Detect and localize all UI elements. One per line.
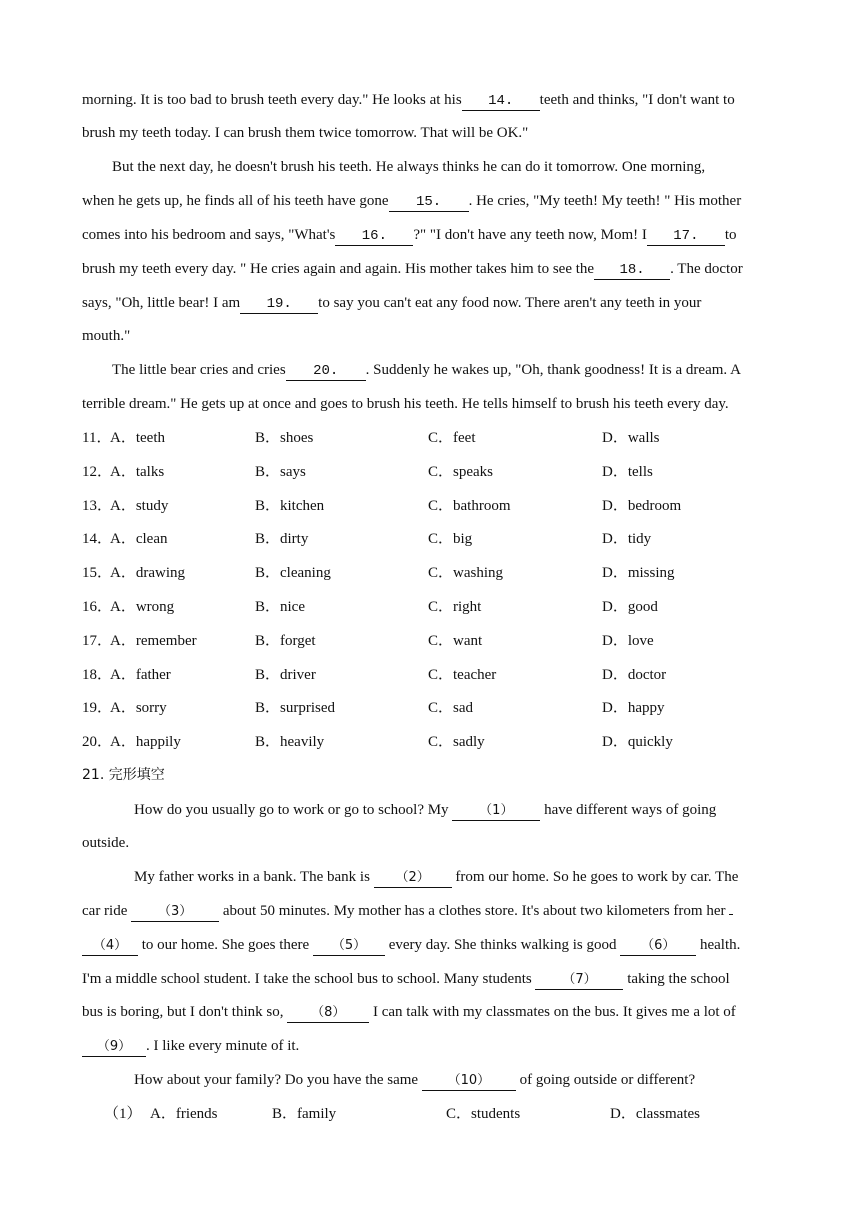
story-line-3: But the next day, he doesn't brush his teeth. He always thinks he can do it tomorrow. One morning,: [112, 159, 706, 175]
option-b[interactable]: B．nice: [255, 599, 305, 615]
text: How do you usually go to work or go to school? My: [134, 802, 449, 818]
question-number: 13．: [82, 497, 113, 514]
s21-question-1: [82, 1104, 782, 1124]
blank-s7[interactable]: （7）: [535, 971, 623, 990]
blank-15[interactable]: 15.: [389, 193, 469, 212]
question-number: 17．: [82, 632, 113, 649]
option-d[interactable]: D．tells: [602, 463, 653, 480]
story-line-6: [82, 259, 743, 280]
text: bus is boring, but I don't think so,: [82, 1004, 284, 1020]
text: . He cries, "My teeth! My teeth! " His mother: [468, 193, 742, 209]
option-d[interactable]: D．walls: [602, 430, 660, 446]
blank-16[interactable]: 16.: [335, 227, 413, 246]
s21-line-7: [82, 1002, 736, 1023]
option-b[interactable]: B．dirty: [255, 531, 309, 548]
text: when he gets up, he finds all of his teeth have gone: [82, 193, 389, 209]
blank-s10[interactable]: （10）: [422, 1072, 516, 1091]
option-c[interactable]: C．sadly: [428, 734, 485, 751]
text: says, "Oh, little bear! I am: [82, 295, 241, 311]
option-b[interactable]: B．says: [255, 463, 306, 480]
option-d[interactable]: D．bedroom: [602, 497, 682, 514]
question-number: 14．: [82, 531, 113, 548]
question-row: [82, 428, 782, 448]
blank-14[interactable]: 14.: [462, 92, 540, 111]
option-a[interactable]: A．talks: [110, 463, 165, 480]
story-line-10: terrible dream." He gets up at once and goes to brush his teeth. He tells himself to brush his teeth every day.: [82, 396, 729, 412]
question-row: [82, 631, 782, 651]
question-row: [82, 597, 782, 617]
option-a[interactable]: A．sorry: [110, 700, 167, 717]
text: teeth and thinks, "I don't want to: [539, 92, 735, 108]
text: every day. She thinks walking is good: [388, 937, 617, 953]
text: . I like every minute of it.: [146, 1038, 300, 1054]
text: to say you can't eat any food now. There aren't any teeth in your: [318, 295, 702, 311]
question-row: [82, 563, 782, 583]
blank-s1[interactable]: （1）: [452, 802, 540, 821]
option-a[interactable]: A．father: [110, 666, 171, 683]
blank-s8[interactable]: （8）: [287, 1004, 369, 1023]
option-c[interactable]: C．want: [428, 632, 483, 649]
option-d[interactable]: D．happy: [602, 700, 665, 717]
text: from our home. So he goes to work by car. The: [455, 869, 739, 885]
option-a[interactable]: A．happily: [110, 734, 181, 751]
option-d[interactable]: D．tidy: [602, 531, 652, 548]
text: ?" "I don't have any teeth now, Mom! I: [413, 227, 647, 243]
text: I can talk with my classmates on the bus. It gives me a lot of: [372, 1004, 736, 1020]
question-row: [82, 732, 782, 752]
option-a[interactable]: A．study: [110, 497, 169, 514]
blank-s4-lead: [729, 914, 733, 915]
s21-line-5: [82, 935, 740, 956]
option-c[interactable]: C．students: [446, 1106, 521, 1122]
text: of going outside or different?: [519, 1072, 696, 1088]
story-line-5: [82, 225, 737, 246]
blank-s5[interactable]: （5）: [313, 937, 385, 956]
question-number: 18．: [82, 666, 113, 683]
option-c[interactable]: C．teacher: [428, 666, 497, 683]
option-c[interactable]: C．washing: [428, 565, 504, 582]
s21-line-6: [82, 969, 730, 990]
question-number: （1）: [104, 1106, 142, 1122]
s21-line-2: outside.: [82, 835, 130, 851]
option-a[interactable]: A．clean: [110, 531, 168, 548]
blank-s3[interactable]: （3）: [131, 903, 219, 922]
question-row: [82, 698, 782, 718]
question-row: [82, 496, 782, 516]
text: My father works in a bank. The bank is: [134, 869, 370, 885]
text: health.: [699, 937, 741, 953]
question-number: 11．: [82, 430, 112, 446]
section-heading: 21. 完形填空: [82, 767, 165, 783]
option-a[interactable]: A．drawing: [110, 565, 185, 582]
option-d[interactable]: D．quickly: [602, 734, 673, 751]
text: car ride: [82, 903, 128, 919]
option-d[interactable]: D．love: [602, 632, 654, 649]
s21-line-3: [134, 867, 738, 888]
text: to our home. She goes there: [141, 937, 310, 953]
story-line-9: [112, 360, 741, 381]
blank-s4[interactable]: （4）: [82, 937, 138, 956]
text: about 50 minutes. My mother has a clothes store. It's about two kilometers from her: [222, 903, 726, 919]
option-c[interactable]: C．feet: [428, 430, 476, 446]
text: . Suddenly he wakes up, "Oh, thank goodness! It is a dream. A: [365, 362, 741, 378]
text: comes into his bedroom and says, "What's: [82, 227, 336, 243]
option-b[interactable]: B．shoes: [255, 430, 314, 446]
option-c[interactable]: C．bathroom: [428, 497, 511, 514]
question-number: 19．: [82, 700, 113, 717]
blank-18[interactable]: 18.: [594, 261, 670, 280]
question-number: 12．: [82, 463, 113, 480]
story-line-4: [82, 191, 741, 212]
option-d[interactable]: D．good: [602, 599, 658, 615]
text: morning. It is too bad to brush teeth every day." He looks at his: [82, 92, 462, 108]
blank-s2[interactable]: （2）: [374, 869, 452, 888]
option-a[interactable]: A．remember: [110, 632, 197, 649]
option-b[interactable]: B．forget: [255, 632, 316, 649]
option-b[interactable]: B．cleaning: [255, 565, 331, 582]
option-c[interactable]: C．speaks: [428, 463, 493, 480]
option-d[interactable]: D．missing: [602, 565, 675, 582]
question-number: 15．: [82, 565, 113, 582]
text: I'm a middle school student. I take the school bus to school. Many students: [82, 971, 532, 987]
question-row: [82, 462, 782, 482]
text: to: [724, 227, 737, 243]
option-a[interactable]: A．friends: [150, 1106, 218, 1122]
story-line-1: [82, 90, 735, 111]
text: . The doctor: [670, 261, 743, 277]
option-b[interactable]: B．surprised: [255, 700, 335, 717]
s21-line-4: [82, 901, 733, 922]
option-a[interactable]: A．teeth: [110, 430, 165, 446]
story-line-8: mouth.": [82, 328, 131, 344]
blank-s9[interactable]: （9）: [82, 1038, 146, 1057]
option-d[interactable]: D．doctor: [602, 666, 667, 683]
option-b[interactable]: B．kitchen: [255, 497, 325, 514]
text: How about your family? Do you have the same: [134, 1072, 419, 1088]
blank-s6[interactable]: （6）: [620, 937, 696, 956]
text: The little bear cries and cries: [112, 362, 286, 378]
s21-line-1: [134, 800, 716, 821]
s21-line-9: [134, 1070, 695, 1091]
option-b[interactable]: B．heavily: [255, 734, 325, 751]
question-row: [82, 529, 782, 549]
option-c[interactable]: C．right: [428, 599, 482, 615]
question-row: [82, 665, 782, 685]
option-b[interactable]: B．driver: [255, 666, 316, 683]
question-number: 16．: [82, 599, 113, 615]
option-c[interactable]: C．big: [428, 531, 473, 548]
blank-17[interactable]: 17.: [647, 227, 725, 246]
question-number: 20．: [82, 734, 113, 751]
text: have different ways of going: [544, 802, 717, 818]
blank-19[interactable]: 19.: [240, 295, 318, 314]
text: brush my teeth every day. " He cries again and again. His mother takes him to see the: [82, 261, 595, 277]
s21-line-8: [82, 1036, 299, 1057]
story-line-2: brush my teeth today. I can brush them twice tomorrow. That will be OK.": [82, 125, 529, 141]
story-line-7: [82, 293, 701, 314]
option-d[interactable]: D．classmates: [610, 1106, 700, 1122]
option-c[interactable]: C．sad: [428, 700, 474, 717]
option-b[interactable]: B．family: [272, 1106, 337, 1122]
blank-20[interactable]: 20.: [286, 362, 366, 381]
option-a[interactable]: A．wrong: [110, 599, 175, 615]
text: taking the school: [627, 971, 730, 987]
